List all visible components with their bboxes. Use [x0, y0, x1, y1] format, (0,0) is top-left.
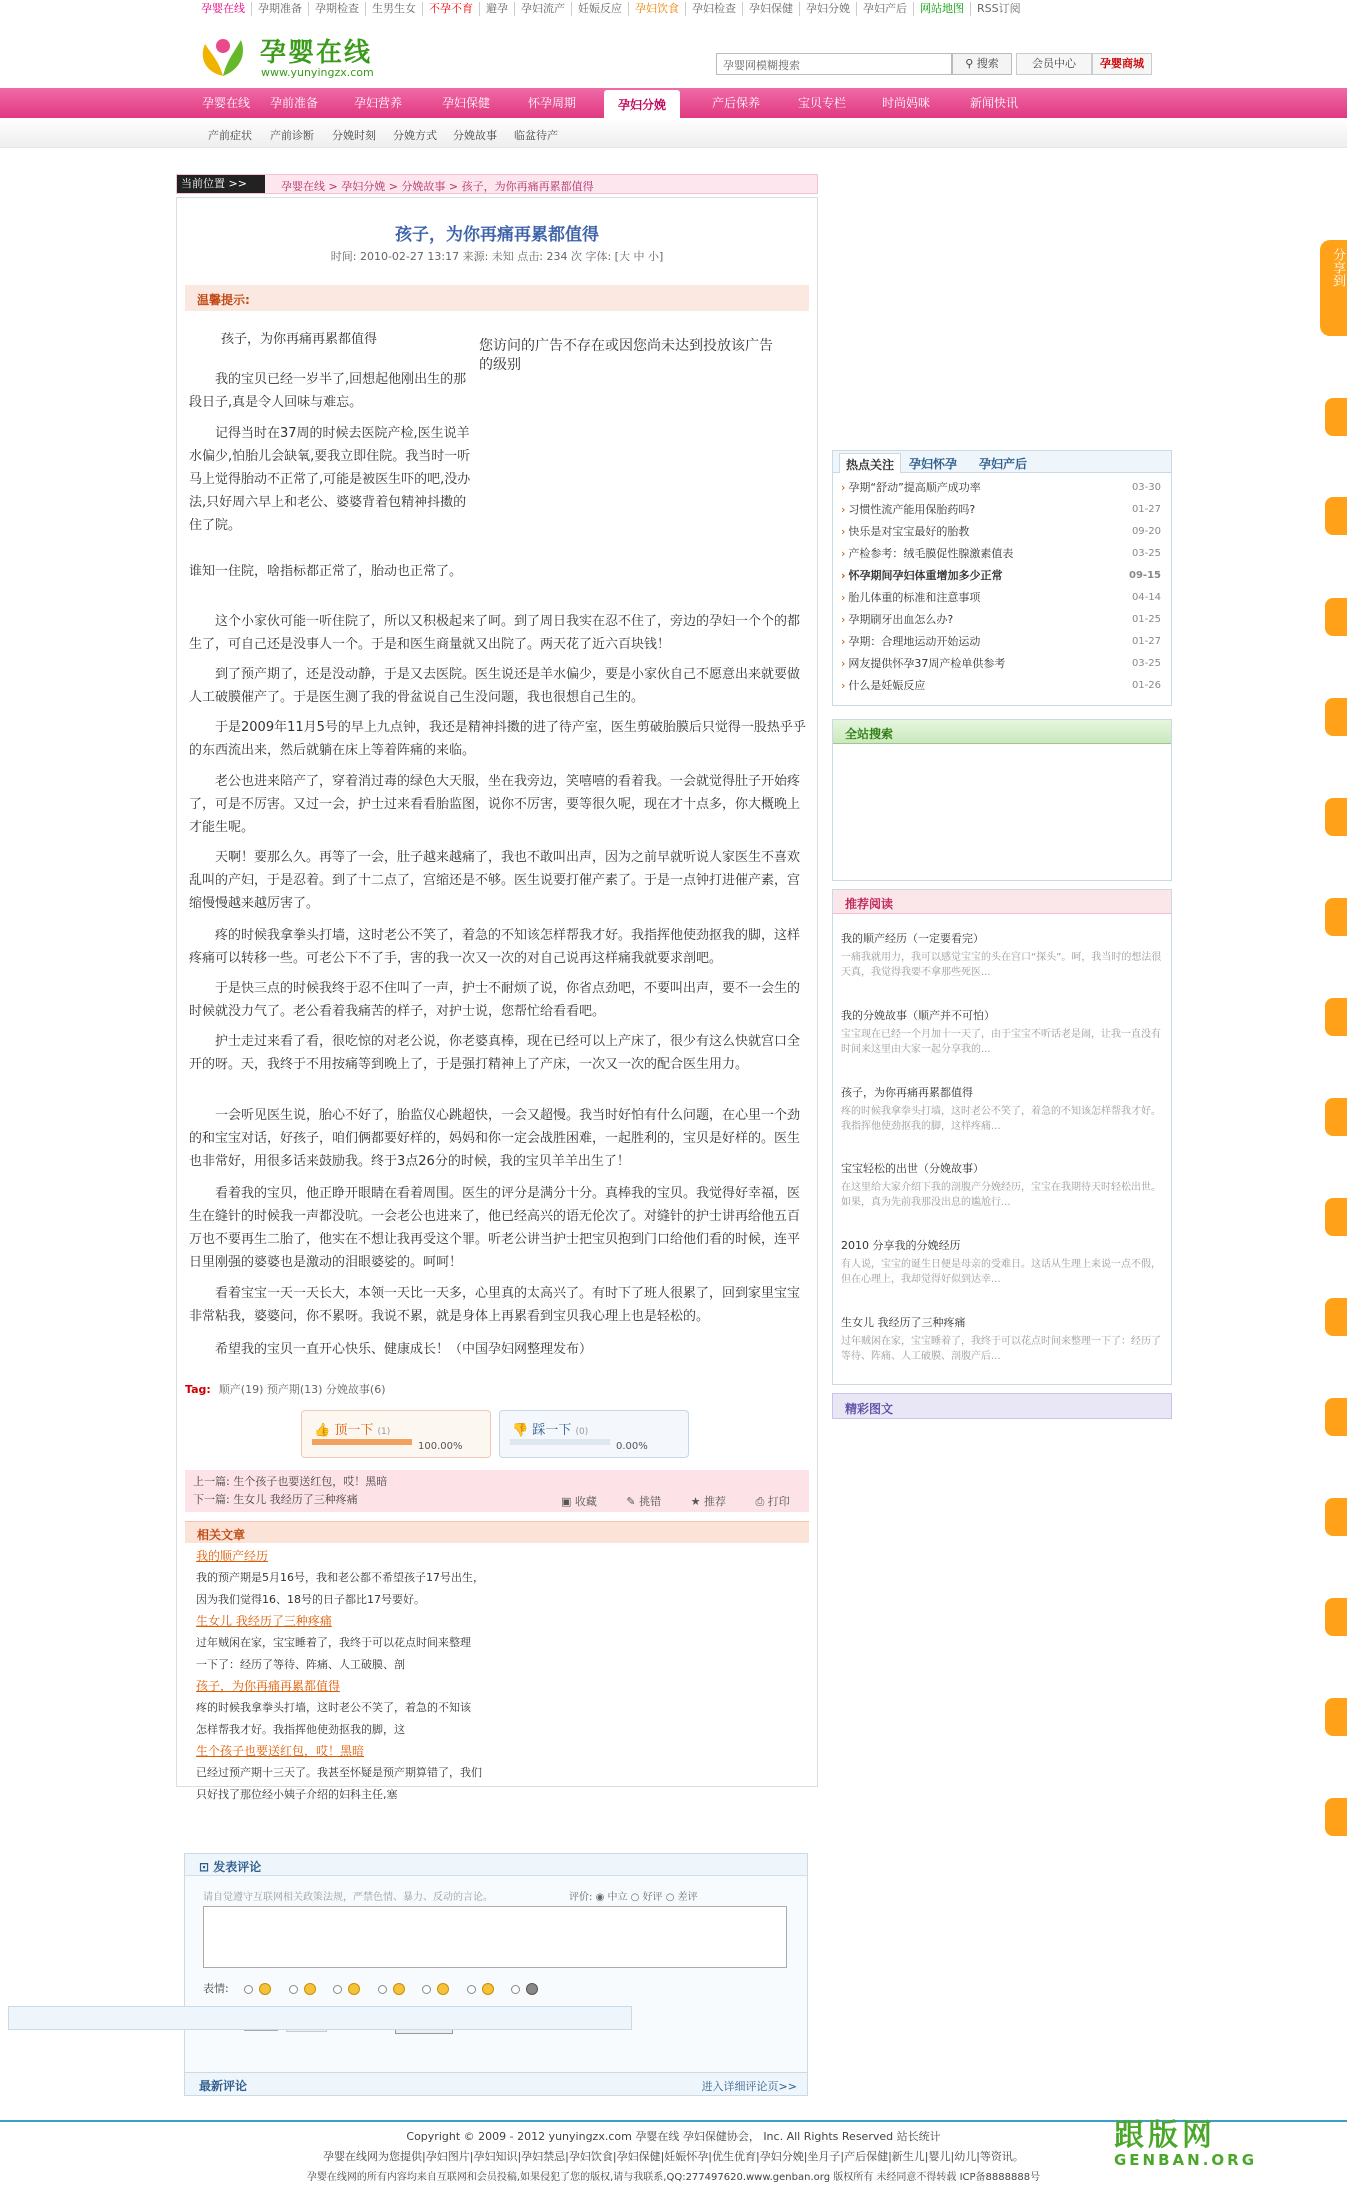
site-search-heading: 全站搜索 — [833, 720, 1171, 744]
breadcrumb-path[interactable]: 孕婴在线 > 孕妇分娩 > 分娩故事 > 孩子，为你再痛再累都值得 — [281, 180, 594, 193]
rating-good-radio[interactable]: ○ 好评 — [630, 1892, 663, 1903]
top-link[interactable]: 孕妇检查 — [686, 2, 743, 16]
vote-up-label: 顶一下 — [334, 1423, 374, 1438]
top-link[interactable]: 不孕不育 — [423, 2, 480, 16]
top-link[interactable]: 妊娠反应 — [572, 2, 629, 16]
rating-bad-radio[interactable]: ○ 差评 — [665, 1892, 698, 1903]
emotion-radio[interactable] — [333, 1985, 342, 1994]
related-heading: 相关文章 — [185, 1521, 809, 1543]
share-tab[interactable]: 分享到 — [1320, 240, 1347, 336]
top-link[interactable]: RSS订阅 — [977, 2, 1021, 15]
related-desc: 过年贼闲在家，宝宝睡着了，我终于可以花点时间来整理 — [196, 1636, 471, 1649]
nav-item[interactable]: 怀孕周期 — [528, 96, 577, 110]
article-paragraph: 到了预产期了，还是没动静，于是又去医院。医生说还是羊水偏少，要是小家伙自己不愿意出来就要做人工破膜催产了。于是医生测了我的骨盆说自己生没问题，我也很想自己生的。 — [189, 667, 801, 705]
search-button-label: 搜索 — [976, 57, 999, 70]
latest-comments-title: 最新评论 — [199, 2079, 248, 2093]
article-paragraph: 我的宝贝已经一岁半了,回想起他刚出生的那段日子,真是令人回味与难忘。 — [189, 372, 467, 410]
emotion-radio[interactable] — [511, 1985, 520, 1994]
tab-pregnancy[interactable]: 孕妇怀孕 — [909, 457, 958, 471]
comment-heading: ⊡ 发表评论 — [185, 1854, 807, 1876]
side-tab[interactable] — [1325, 698, 1347, 736]
footer-notice: 孕婴在线网的所有内容均来自互联网和会员投稿,如果侵犯了您的版权,请与我联系,QQ:277497620.www.genban.org 版权所有 未经同意不得转载 ICP备8888888号 — [306, 2172, 1041, 2183]
pictures-heading: 精彩图文 — [832, 1393, 1172, 1419]
comment-textarea[interactable] — [203, 1906, 787, 1968]
top-link[interactable]: 孕婴在线 — [195, 2, 252, 16]
subnav-item[interactable]: 分娩方式 — [393, 129, 437, 142]
article-paragraph: 一会听见医生说，胎心不好了，胎监仪心跳超快，一会又超慢。我当时好怕有什么问题，在心里一个劲的和宝宝对话，好孩子，咱们俩都要好样的，妈妈和你一定会战胜困难，一起胜利的，宝贝是好样的。医生也非常好，用很多话来鼓励我。终于3点26分的时候，我的宝贝羊羊出生了！ — [189, 1108, 801, 1169]
list-item[interactable]: › 胎儿体重的标准和注意事项 04-14 — [841, 591, 1161, 604]
list-item[interactable]: › 怀孕期间孕妇体重增加多少正常 09-15 — [841, 569, 1161, 582]
related-desc: 一下了：经历了等待、阵痛、人工破膜、剖 — [196, 1658, 405, 1671]
tags-links[interactable]: 顺产(19) 预产期(13) 分娩故事(6) — [218, 1383, 386, 1396]
tag-list — [185, 1381, 386, 1397]
main-nav — [0, 88, 1347, 118]
related-link[interactable]: 孩子，为你再痛再累都值得 — [196, 1679, 341, 1693]
skull-icon — [526, 1983, 538, 1995]
article-paragraph: 看着我的宝贝，他正睁开眼睛在看着周围。医生的评分是满分十分。真棒我的宝贝。我觉得好幸福，医生在缝针的时候我一声都没吭。一会老公也进来了，他已经高兴的语无伦次了。对缝针的护士讲再给他五百万也不要再生二胎了，他实在不想让我再受这个罪。听老公讲当护士把宝贝抱到门口给他们看的时候，连平日里刚强的婆婆也是激动的泪眼婆娑的。呵呵！ — [189, 1186, 801, 1270]
recommend-item[interactable]: 宝宝轻松的出世（分娩故事） 在这里给大家介绍下我的剖腹产分娩经历，宝宝在我期待天时轻松出世。如果，真为先前我那没出息的尴尬行... — [841, 1162, 1161, 1208]
page-title: 孩子，为你再痛再累都值得 — [395, 225, 599, 245]
recommend-item[interactable]: 生女儿 我经历了三种疼痛 过年贼闲在家，宝宝睡着了，我终于可以花点时间来整理一下了：经历了等待、阵痛、人工破膜、剖腹产后... — [841, 1316, 1161, 1362]
article-paragraph: 疼的时候我拿拳头打墙，这时老公不笑了，着急的不知该怎样帮我才好。我指挥他使劲抠我的脚，这样疼痛可以转移一些。可老公下不了手，害的我一次又一次的对自己说再这样痛我就要求剖吧。 — [189, 928, 801, 966]
nav-item-active[interactable]: 孕妇分娩 — [604, 90, 680, 118]
article-paragraph: 护士走过来看了看，很吃惊的对老公说，你老婆真棒，现在已经可以上产床了，很少有这么快就宫口全开的呀。天，我终于不用按痛等到晚上了，于是强打精神上了产床，一次又一次的配合医生用力。 — [189, 1034, 801, 1072]
recommend-item[interactable]: 2010 分享我的分娩经历 有人说，宝宝的诞生日便是母亲的受难日。这话从生理上来说一点不假，但在心理上，我却觉得好似到达幸... — [841, 1239, 1161, 1285]
emotion-radio[interactable] — [289, 1985, 298, 1994]
nav-item[interactable]: 产后保养 — [712, 96, 761, 110]
top-link[interactable]: 孕妇流产 — [515, 2, 572, 16]
side-tab[interactable] — [1325, 1198, 1347, 1236]
side-tab[interactable] — [1325, 1398, 1347, 1436]
article-paragraph: 天啊！要那么久。再等了一会，肚子越来越痛了，我也不敢叫出声，因为之前早就听说人家医生不喜欢乱叫的产妇，于是忍着。到了十二点了，宫缩还是不够。医生说要打催产素了。于是一点钟打进催产素，宫缩慢慢越来越厉害了。 — [189, 850, 801, 911]
tab-hot[interactable]: 热点关注 — [839, 453, 901, 473]
related-desc: 疼的时候我拿拳头打墙，这时老公不笑了，着急的不知该 — [196, 1701, 471, 1714]
smile-icon — [259, 1983, 271, 1995]
emotion-picker — [203, 1980, 540, 1996]
angry-icon — [304, 1983, 316, 1995]
article-paragraph: 谁知一住院，啥指标都正常了，胎动也正常了。 — [189, 564, 463, 579]
shy-icon — [393, 1983, 405, 1995]
vote-up-count: (1) — [377, 1427, 391, 1437]
recommend-item[interactable]: 我的顺产经历（一定要看完） 一痛我就用力，我可以感觉宝宝的头在宫口“探头”。呵，我当时的想法很天真，我觉得我要不拿那些死医... — [841, 932, 1162, 978]
search-button[interactable] — [952, 53, 1012, 75]
latest-comments-bar — [184, 2072, 808, 2096]
side-tab[interactable] — [1325, 998, 1347, 1036]
side-tab[interactable] — [1325, 1598, 1347, 1636]
side-tab[interactable] — [1325, 1098, 1347, 1136]
logo-name: 孕婴在线 — [260, 38, 373, 68]
related-link[interactable]: 生女儿 我经历了三种疼痛 — [196, 1614, 332, 1628]
cry-icon — [437, 1983, 449, 1995]
breadcrumb — [176, 174, 818, 194]
nav-item[interactable]: 孕妇营养 — [354, 96, 403, 110]
recommend-button[interactable]: ★ 推荐 — [690, 1495, 726, 1508]
top-link-bar — [195, 2, 1027, 20]
recommend-item[interactable]: 我的分娩故事（顺产并不可怕） 宝宝现在已经一个月加十一天了，由于宝宝不听话老是闹，让我一直没有时间来这里由大家一起分享我的... — [841, 1009, 1161, 1055]
vote-down-count: (0) — [575, 1427, 589, 1437]
member-center-button[interactable]: 会员中心 — [1016, 53, 1092, 75]
related-desc: 因为我们觉得16、18号的日子都比17号要好。 — [196, 1593, 425, 1606]
rating-neutral-radio[interactable]: ◉ 中立 — [595, 1892, 628, 1903]
search-input[interactable]: 孕婴网模糊搜索 — [716, 53, 952, 75]
site-logo[interactable] — [195, 28, 385, 84]
article-paragraph: 老公也进来陪产了，穿着消过毒的绿色大天服，坐在我旁边，笑嘻嘻的看着我。一会就觉得肚子开始疼了，可是不厉害。又过一会，护士过来看看胎监图，说你不厉害，要等很久呢，现在才十点多，你大概晚上才能生呢。 — [189, 774, 801, 835]
nav-item[interactable]: 孕妇保健 — [442, 96, 491, 110]
list-item[interactable]: › 孕期刷牙出血怎么办? 01-25 — [841, 613, 1161, 626]
recommend-heading: 推荐阅读 — [833, 890, 1171, 914]
print-button[interactable]: ⎙ 打印 — [755, 1495, 790, 1508]
list-item[interactable]: › 快乐是对宝宝最好的胎教 09-20 — [841, 525, 1161, 538]
article-meta: 时间: 2010-02-27 13:17 来源: 未知 点击: 234 次 字体: [大 中 小] — [330, 250, 664, 263]
report-error-button[interactable]: ✎ 挑错 — [626, 1495, 662, 1508]
tab-postpartum[interactable]: 孕妇产后 — [979, 457, 1028, 471]
vote-down-percent: 0.00% — [616, 1441, 648, 1452]
comment-policy-note: 请自觉遵守互联网相关政策法规，严禁色情、暴力、反动的言论。 — [203, 1892, 493, 1903]
emotion-radio[interactable] — [422, 1985, 431, 1994]
list-item[interactable]: › 产检参考：绒毛膜促性腺激素值表 03-25 — [841, 547, 1161, 560]
hot-topics-panel — [832, 450, 1172, 706]
top-link[interactable]: 网站地图 — [914, 2, 971, 16]
nav-item[interactable]: 时尚妈咪 — [882, 96, 931, 110]
article-paragraph: 于是快三点的时候我终于忍不住叫了一声，护士不耐烦了说，你省点劲吧，不要叫出声，要不一会生的时候就没力气了。老公看着我痛苦的样子，对护士说，您帮忙给看看吧。 — [189, 981, 801, 1019]
top-link[interactable]: 孕妇产后 — [857, 2, 914, 16]
list-item[interactable]: › 什么是妊娠反应 01-26 — [841, 679, 1161, 692]
rating-label: 评价: — [569, 1892, 593, 1903]
footer-links[interactable]: 孕婴在线网为您提供|孕妇图片|孕妇知识|孕妇禁忌|孕妇饮食|孕妇保健|妊娠怀孕|优生优育|孕妇分娩|坐月子|产后保健|新生儿|婴儿|幼儿|等资讯。 — [323, 2150, 1024, 2163]
side-tab[interactable] — [1325, 398, 1347, 436]
top-link[interactable]: 孕期检查 — [309, 2, 366, 16]
vote-down-label: 踩一下 — [532, 1423, 572, 1438]
comment-form — [184, 1853, 808, 2095]
article-subtitle: 孩子，为你再痛再累都值得 — [221, 332, 378, 347]
tip-bar: 温馨提示: — [185, 285, 809, 311]
emotion-label: 表情: — [203, 1982, 229, 1995]
top-link[interactable]: 孕妇保健 — [743, 2, 800, 16]
list-item[interactable]: › 网友提供怀孕37周产检单供参考 03-25 — [841, 657, 1161, 670]
side-tab[interactable] — [1325, 497, 1347, 535]
site-search-panel — [832, 719, 1172, 881]
side-tab[interactable] — [1325, 898, 1347, 936]
emotion-radio[interactable] — [244, 1985, 253, 1994]
rating-group — [569, 1888, 698, 1903]
comment-icon: ⊡ — [199, 1860, 210, 1874]
thumbs-down-icon: 👎 — [512, 1423, 529, 1438]
article-paragraph: 记得当时在37周的时候去医院产检,医生说羊水偏少,怕胎儿会缺氧,要我立即住院。我当时一听马上觉得胎动不正常了,可能是被医生吓的吧,没办法,只好周六早上和老公、婆婆背着包精神抖擞的住了院。 — [189, 426, 471, 533]
list-item[interactable]: › 习惯性流产能用保胎药吗? 01-27 — [841, 503, 1161, 516]
logo-url: www.yunyingzx.com — [261, 66, 374, 79]
logo-leaf-icon — [195, 34, 251, 78]
top-link[interactable]: 孕妇饮食 — [629, 2, 686, 16]
breadcrumb-label: 当前位置 >> — [177, 175, 265, 193]
nav-item[interactable]: 宝贝专栏 — [798, 96, 847, 110]
nav-item[interactable]: 孕婴在线 — [202, 96, 251, 110]
wow-icon — [482, 1983, 494, 1995]
subnav-item[interactable]: 产前诊断 — [270, 129, 314, 142]
laugh-icon — [348, 1983, 360, 1995]
latest-comments-bar — [8, 2006, 632, 2030]
prev-next-bar — [185, 1470, 809, 1512]
prev-article-link[interactable]: 上一篇: 生个孩子也要送红包，哎！黑暗 — [193, 1475, 388, 1488]
related-desc: 怎样帮我才好。我指挥他使劲抠我的脚，这 — [196, 1723, 405, 1736]
side-tab[interactable] — [1325, 1798, 1347, 1836]
top-link[interactable]: 避孕 — [480, 2, 515, 16]
sub-nav — [0, 118, 1347, 148]
related-desc: 我的预产期是5月16号，我和老公都不希望孩子17号出生， — [196, 1571, 484, 1584]
top-link[interactable]: 孕期准备 — [252, 2, 309, 16]
vote-down-bar — [510, 1439, 610, 1445]
genban-logo[interactable]: 跟版网 GENBAN.ORG — [1114, 2118, 1258, 2169]
search-icon: ⚲ — [965, 57, 974, 70]
recommend-item[interactable]: 孩子，为你再痛再累都值得 疼的时候我拿拳头打墙，这时老公不笑了，着急的不知该怎样帮我才好。我指挥他使劲抠我的脚，这样疼痛... — [841, 1086, 1161, 1132]
thumbs-up-icon: 👍 — [314, 1423, 331, 1438]
subnav-item[interactable]: 分娩时刻 — [332, 129, 376, 142]
article-paragraph: 希望我的宝贝一直开心快乐、健康成长！（中国孕妇网整理发布） — [215, 1342, 593, 1357]
hot-list — [841, 477, 1163, 697]
subnav-item[interactable]: 分娩故事 — [453, 129, 497, 142]
side-tab[interactable] — [1325, 598, 1347, 636]
side-tab[interactable] — [1325, 798, 1347, 836]
side-tab[interactable] — [1325, 1698, 1347, 1736]
article-paragraph: 看着宝宝一天一天长大，本领一天比一天多，心里真的太高兴了。有时下了班人很累了，回到家里宝宝非常粘我，婆婆问，你不累呀。我说不累，就是身体上再累看到宝贝我心理上也是轻松的。 — [189, 1286, 801, 1324]
emotion-radio[interactable] — [378, 1985, 387, 1994]
related-desc: 已经过预产期十三天了。我甚至怀疑是预产期算错了，我们 — [196, 1766, 482, 1779]
hot-tabs — [833, 451, 1171, 473]
recommend-panel — [832, 889, 1172, 1385]
more-comments-link[interactable]: 进入详细评论页>> — [701, 2080, 797, 2093]
related-link[interactable]: 生个孩子也要送红包，哎！黑暗 — [196, 1744, 365, 1758]
list-item[interactable]: › 孕期“舒动”提高顺产成功率 03-30 — [841, 481, 1161, 494]
nav-item[interactable]: 孕前准备 — [270, 96, 319, 110]
nav-item[interactable]: 新闻快讯 — [970, 96, 1019, 110]
tags-label: Tag: — [185, 1383, 211, 1396]
favorite-button[interactable]: ▣ 收藏 — [561, 1495, 597, 1508]
related-link[interactable]: 我的顺产经历 — [196, 1549, 269, 1563]
article-paragraph: 于是2009年11月5号的早上九点钟，我还是精神抖擞的进了待产室，医生剪破胎膜后只觉得一股热乎乎的东西流出来，然后就躺在床上等着阵痛的来临。 — [189, 720, 806, 758]
list-item[interactable]: › 孕期：合理地运动开始运动 01-27 — [841, 635, 1161, 648]
related-desc: 只好找了那位经小姨子介绍的妇科主任,塞 — [196, 1788, 398, 1801]
side-tab[interactable] — [1325, 1498, 1347, 1536]
side-tab[interactable] — [1325, 1298, 1347, 1336]
top-link[interactable]: 孕妇分娩 — [800, 2, 857, 16]
mall-button[interactable]: 孕婴商城 — [1092, 53, 1152, 75]
next-article-link[interactable]: 下一篇: 生女儿 我经历了三种疼痛 — [193, 1493, 358, 1506]
subnav-item[interactable]: 临盆待产 — [514, 129, 558, 142]
emotion-radio[interactable] — [467, 1985, 476, 1994]
vote-down-button[interactable] — [499, 1410, 689, 1458]
subnav-item[interactable]: 产前症状 — [208, 129, 252, 142]
footer-copyright: Copyright © 2009 - 2012 yunyingzx.com 孕婴在线 孕妇保健协会， Inc. All Rights Reserved 站长统计 — [406, 2130, 941, 2143]
vote-up-bar — [312, 1439, 412, 1445]
article-paragraph: 这个小家伙可能一听住院了，所以又积极起来了呵。到了周日我实在忍不住了，旁边的孕妇一个个的都生了，可自己还是没事人一个。于是和医生商量就又出院了。两天花了近六百块钱！ — [189, 614, 801, 652]
vote-up-button[interactable] — [301, 1410, 491, 1458]
article-container — [176, 197, 818, 1787]
top-link[interactable]: 生男生女 — [366, 2, 423, 16]
ad-placeholder: 您访问的广告不存在或因您尚未达到投放该广告的级别 — [479, 338, 773, 373]
article-actions — [561, 1493, 816, 1509]
vote-up-percent: 100.00% — [418, 1441, 463, 1452]
